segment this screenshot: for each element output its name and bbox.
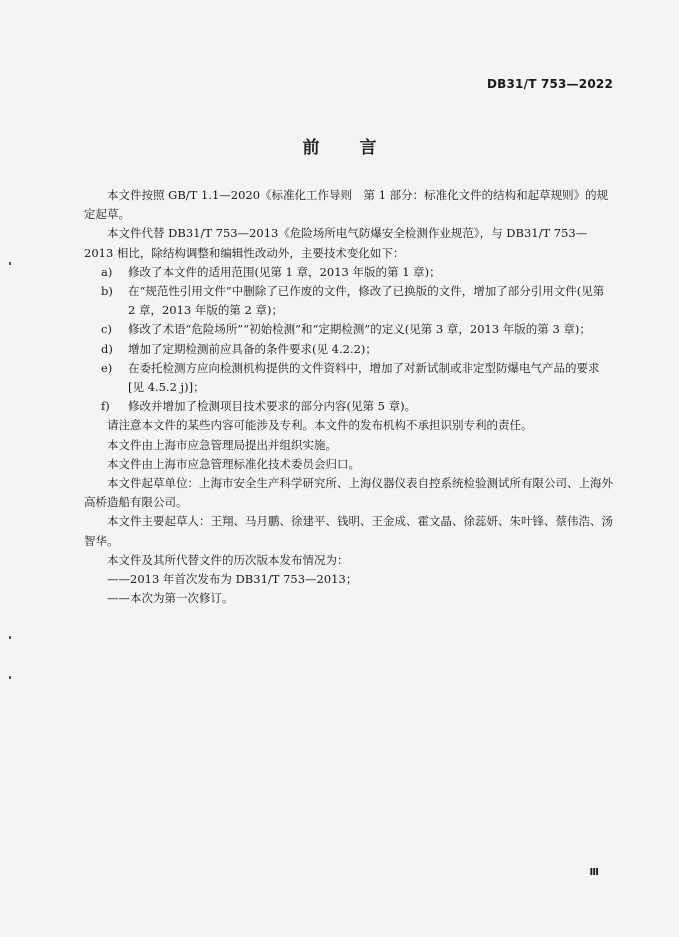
document-body	[84, 186, 615, 608]
history-item: ——2013 年首次发布为 DB31/T 753—2013；	[107, 572, 358, 587]
page-title: 前言	[302, 138, 417, 158]
page-number: Ⅲ	[589, 867, 599, 878]
list-item	[84, 282, 615, 320]
list-item-text: 修改并增加了检测项目技术要求的部分内容(见第 5 章)。	[128, 399, 417, 414]
list-item-label: b)	[101, 284, 113, 299]
scan-speck	[9, 636, 11, 639]
list-item	[84, 263, 615, 282]
paragraph-drafting-rules: 本文件按照 GB/T 1.1—2020《标准化工作导则 第 1 部分：标准化文件的结构和起草规则》的规定起草。	[84, 188, 609, 222]
list-item-label: f)	[101, 399, 110, 414]
list-item-text: 修改了本文件的适用范围(见第 1 章，2013 年版的第 1 章)；	[128, 264, 441, 279]
list-item	[84, 359, 615, 397]
list-item	[84, 397, 615, 416]
list-item	[84, 320, 615, 339]
paragraph-patent-notice: 请注意本文件的某些内容可能涉及专利。本文件的发布机构不承担识别专利的责任。	[107, 418, 533, 433]
list-item-text: 修改了术语“危险场所”“初始检测”和“定期检测”的定义(见第 3 章，2013 年版的第 3 章)；	[128, 322, 591, 337]
history-item: ——本次为第一次修订。	[107, 591, 234, 606]
paragraph-drafters: 本文件主要起草人：王翔、马月鹏、徐建平、钱明、王金成、霍文晶、徐蕊妍、朱叶锋、蔡伟浩、汤智华。	[84, 514, 613, 548]
list-item-text: 在“规范性引用文件”中删除了已作废的文件，修改了已换版的文件，增加了部分引用文件(见第 2 章，2013 年版的第 2 章)；	[128, 284, 605, 318]
scan-speck	[9, 262, 11, 265]
list-item-label: e)	[101, 360, 113, 375]
list-item-text: 增加了定期检测前应具备的条件要求(见 4.2.2)；	[128, 341, 377, 356]
list-item-label: a)	[101, 264, 113, 279]
paragraph-committee: 本文件由上海市应急管理标准化技术委员会归口。	[107, 456, 360, 471]
scan-speck	[9, 676, 11, 679]
standard-code: DB31/T 753—2022	[487, 77, 613, 91]
paragraph-replacement: 本文件代替 DB31/T 753—2013《危险场所电气防爆安全检测作业规范》，与 DB31/T 753—2013 相比，除结构调整和编辑性改动外，主要技术变化如下：	[84, 226, 588, 260]
list-item-label: c)	[101, 322, 112, 337]
list-item	[84, 340, 615, 359]
paragraph-drafting-units: 本文件起草单位：上海市安全生产科学研究所、上海仪器仪表自控系统检验测试所有限公司、上海外高桥造船有限公司。	[84, 476, 613, 510]
changes-list	[84, 263, 615, 417]
list-item-text: 在委托检测方应向检测机构提供的文件资料中，增加了对新试制或非定型防爆电气产品的要求[见 4.5.2 j)]；	[128, 360, 600, 395]
paragraph-version-history: 本文件及其所代替文件的历次版本发布情况为：	[107, 552, 349, 567]
list-item-label: d)	[101, 341, 113, 356]
paragraph-proposer: 本文件由上海市应急管理局提出并组织实施。	[107, 437, 337, 452]
